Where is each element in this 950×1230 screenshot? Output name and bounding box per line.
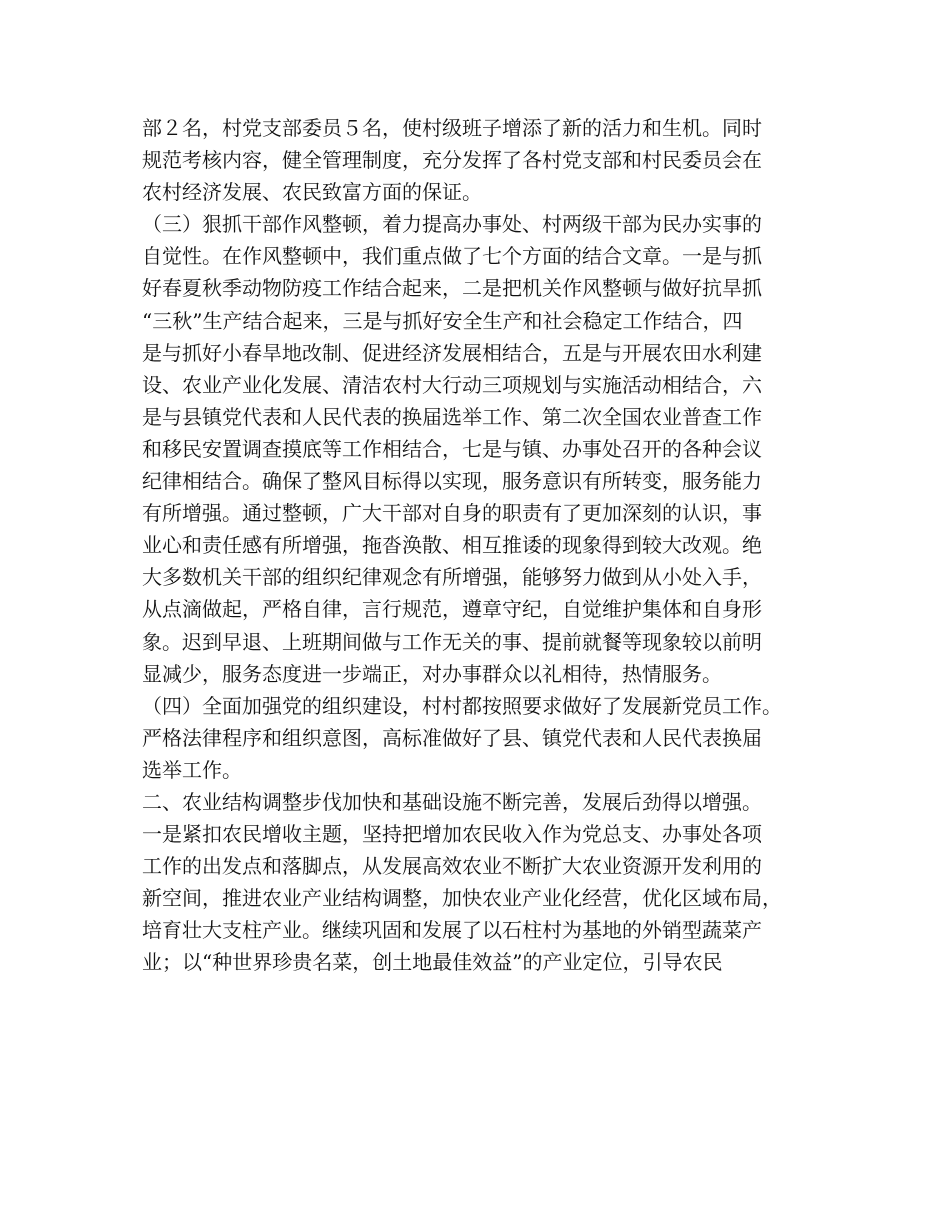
text-line: （四）全面加强党的组织建设，村村都按照要求做好了发展新党员工作。	[142, 693, 782, 718]
text-line: 是与抓好小春旱地改制、促进经济发展相结合，五是与开展农田水利建	[142, 340, 762, 365]
text-line: 好春夏秋季动物防疫工作结合起来，二是把机关作风整顿与做好抗旱抓	[142, 276, 762, 301]
text-line: 二、农业结构调整步伐加快和基础设施不断完善，发展后劲得以增强。	[142, 789, 762, 814]
text-line: 业心和责任感有所增强，拖沓涣散、相互推诿的现象得到较大改观。绝	[142, 533, 762, 558]
text-line: 和移民安置调查摸底等工作相结合，七是与镇、办事处召开的各种会议	[142, 436, 762, 461]
text-line: 规范考核内容，健全管理制度，充分发挥了各村党支部和村民委员会在	[142, 148, 762, 173]
text-line: 新空间，推进农业产业结构调整，加快农业产业化经营，优化区域布局，	[142, 886, 782, 911]
text-line: 一是紧扣农民增收主题，坚持把增加农民收入作为党总支、办事处各项	[142, 822, 762, 847]
text-line: 工作的出发点和落脚点，从发展高效农业不断扩大农业资源开发利用的	[142, 854, 762, 879]
text-line: 培育壮大支柱产业。继续巩固和发展了以石柱村为基地的外销型蔬菜产	[142, 918, 762, 943]
text-line: 严格法律程序和组织意图，高标准做好了县、镇党代表和人民代表换届	[142, 725, 762, 750]
text-line: 农村经济发展、农民致富方面的保证。	[142, 180, 482, 205]
text-line: 设、农业产业化发展、清洁农村大行动三项规划与实施活动相结合，六	[142, 372, 762, 397]
text-line: （三）狠抓干部作风整顿，着力提高办事处、村两级干部为民办实事的	[142, 212, 762, 237]
text-line: “三秋”生产结合起来，三是与抓好安全生产和社会稳定工作结合，四	[142, 308, 743, 333]
text-line: 选举工作。	[142, 757, 242, 782]
body-text	[142, 112, 822, 979]
text-line: 象。迟到早退、上班期间做与工作无关的事、提前就餐等现象较以前明	[142, 629, 762, 654]
text-line: 显减少，服务态度进一步端正，对办事群众以礼相待，热情服务。	[142, 661, 722, 686]
text-line: 有所增强。通过整顿，广大干部对自身的职责有了更加深刻的认识，事	[142, 501, 762, 526]
text-line: 纪律相结合。确保了整风目标得以实现，服务意识有所转变，服务能力	[142, 469, 762, 494]
text-line: 从点滴做起，严格自律，言行规范，遵章守纪，自觉维护集体和自身形	[142, 597, 762, 622]
text-line: 自觉性。在作风整顿中，我们重点做了七个方面的结合文章。一是与抓	[142, 244, 762, 269]
text-line: 是与县镇党代表和人民代表的换届选举工作、第二次全国农业普查工作	[142, 404, 762, 429]
text-line: 业；以“种世界珍贵名菜，创土地最佳效益”的产业定位，引导农民	[142, 950, 723, 975]
text-line: 部２名，村党支部委员５名，使村级班子增添了新的活力和生机。同时	[142, 116, 762, 140]
text-line: 大多数机关干部的组织纪律观念有所增强，能够努力做到从小处入手，	[142, 565, 762, 590]
